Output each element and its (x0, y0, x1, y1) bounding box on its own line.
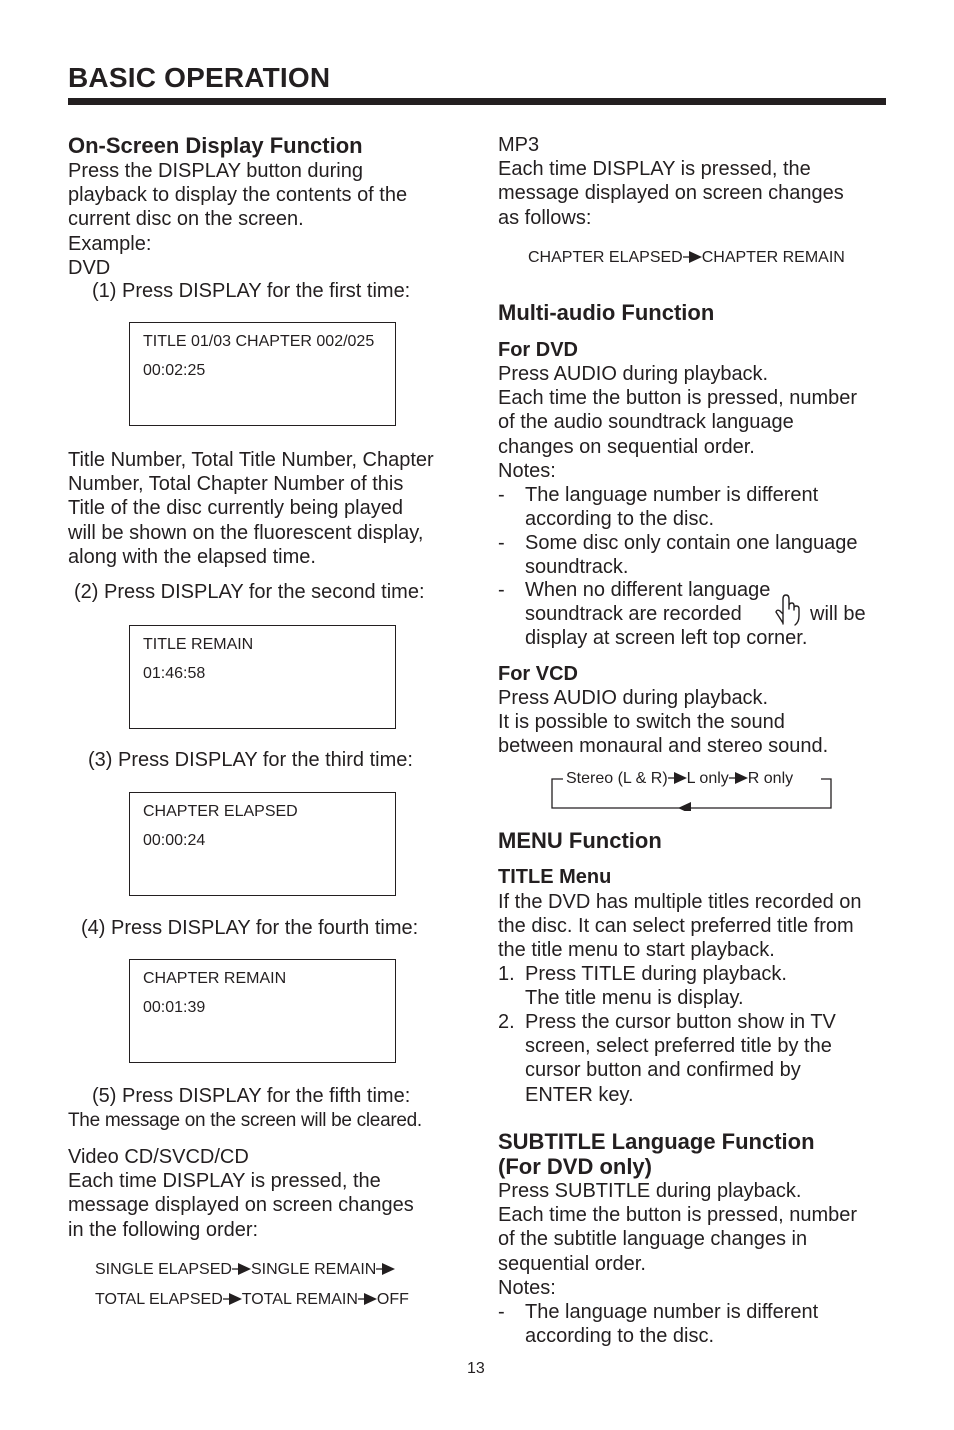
text-line: Press SUBTITLE during playback. (498, 1180, 802, 1202)
display-line: CHAPTER REMAIN (143, 970, 287, 987)
audio-vcd-heading: For VCD (498, 663, 578, 685)
text-line: Press the cursor button show in TV (525, 1011, 836, 1033)
display-line: 00:00:24 (143, 832, 206, 849)
step-number: 1. (498, 963, 515, 985)
display-line: 00:02:25 (143, 362, 206, 379)
step-item (525, 1010, 836, 1107)
text-line: Press the DISPLAY button during (68, 160, 363, 182)
text-line: Title Number, Total Title Number, Chapter (68, 449, 434, 471)
text-line: message displayed on screen changes (498, 182, 844, 205)
mp3-section (498, 133, 844, 230)
note-item (525, 531, 857, 579)
text-line: If the DVD has multiple titles recorded on (498, 891, 862, 913)
subtitle-heading (498, 1129, 815, 1179)
text-line: between monaural and stereo sound. (498, 735, 829, 758)
sequence-item: OFF (376, 1291, 409, 1308)
stereo-sequence (565, 769, 794, 789)
subtitle-notes (498, 1300, 888, 1350)
vcd-section (68, 1145, 414, 1242)
text-line: playback to display the contents of the (68, 184, 408, 207)
display-line: 01:46:58 (143, 665, 206, 682)
display-line: TITLE 01/03 CHAPTER 002/025 (143, 333, 375, 350)
sequence-item: SINGLE ELAPSED (95, 1261, 232, 1278)
note-item (525, 1300, 818, 1348)
text-line: soundtrack. (525, 556, 629, 579)
sequence-item: SINGLE REMAIN (250, 1261, 377, 1278)
text-line: the disc. It can select preferred title from (498, 915, 854, 938)
note-dash: - (498, 532, 505, 554)
header-rule (68, 98, 886, 105)
arrow-right-icon (668, 772, 687, 784)
sequence-item: CHAPTER ELAPSED (528, 249, 683, 266)
text-line: as follows: (498, 206, 592, 229)
text-line: in the following order: (68, 1218, 259, 1241)
text-line (525, 602, 866, 626)
display-box-3 (129, 792, 396, 896)
title-menu-heading: TITLE Menu (498, 866, 612, 888)
text-line: It is possible to switch the sound (498, 711, 785, 734)
text-line: Press TITLE during playback. (525, 963, 787, 985)
audio-dvd-heading: For DVD (498, 339, 578, 361)
step-5: (5) Press DISPLAY for the fifth time: (92, 1085, 411, 1107)
text-line: When no different language (525, 579, 771, 601)
text-line: Each time the button is pressed, number (498, 387, 858, 410)
text-line: The title menu is display. (525, 987, 744, 1010)
menu-steps (498, 962, 888, 1112)
step-4: (4) Press DISPLAY for the fourth time: (81, 917, 419, 939)
text-line: ENTER key. (525, 1083, 634, 1106)
text-line: sequential order. (498, 1252, 646, 1275)
note-dash: - (498, 1301, 505, 1323)
vcd-sequence-line-1 (95, 1260, 395, 1280)
osd-description (68, 448, 434, 569)
step-item (525, 962, 787, 1010)
osd-intro (68, 159, 407, 280)
text-line: The language number is different (525, 484, 819, 506)
text-line: message displayed on screen changes (68, 1194, 414, 1217)
text-line: screen, select preferred title by the (525, 1035, 832, 1058)
arrow-right-icon (376, 1263, 395, 1275)
step-3: (3) Press DISPLAY for the third time: (88, 749, 413, 771)
menu-text (498, 890, 862, 963)
display-line: 00:01:39 (143, 999, 206, 1016)
text-line: display at screen left top corner. (525, 627, 808, 650)
heading-line: SUBTITLE Language Function (498, 1129, 815, 1154)
hand-pointer-icon (773, 594, 801, 628)
mp3-sequence (528, 248, 845, 268)
text-line: cursor button and confirmed by (525, 1059, 801, 1082)
text-line: Each time DISPLAY is pressed, the (498, 158, 811, 181)
text-line: according to the disc. (525, 508, 714, 531)
sequence-item: L only (686, 770, 729, 787)
text-line: Number, Total Chapter Number of this (68, 473, 404, 496)
text-line: Each time the button is pressed, number (498, 1204, 858, 1227)
text-line: Press AUDIO during playback. (498, 687, 769, 709)
vcd-sequence-line-2 (95, 1290, 409, 1310)
text-fragment: soundtrack are recorded (525, 603, 742, 626)
text-line: The language number is different (525, 1301, 819, 1323)
audio-heading: Multi-audio Function (498, 300, 715, 325)
text-line: will be shown on the fluorescent display, (68, 521, 424, 544)
heading-line: (For DVD only) (498, 1154, 652, 1179)
step-number: 2. (498, 1011, 515, 1033)
arrow-right-icon (729, 772, 748, 784)
text-line: Some disc only contain one language (525, 532, 858, 554)
page-title: BASIC OPERATION (68, 62, 331, 93)
sequence-item: Stereo (L & R) (566, 770, 668, 787)
text-line: of the audio soundtrack language (498, 411, 794, 434)
cleared-note: The message on the screen will be cleared. (68, 1110, 422, 1131)
display-box-2 (129, 625, 396, 729)
menu-heading: MENU Function (498, 828, 662, 853)
sequence-item: TOTAL ELAPSED (95, 1291, 223, 1308)
note-dash: - (498, 579, 505, 601)
text-line: Each time DISPLAY is pressed, the (68, 1170, 381, 1193)
text-line: Notes: (498, 1276, 556, 1299)
step-1: (1) Press DISPLAY for the first time: (92, 280, 411, 302)
text-line: Example: (68, 232, 152, 255)
audio-vcd-text (498, 686, 828, 759)
text-fragment: will be (810, 603, 866, 626)
text-line: the title menu to start playback. (498, 939, 775, 962)
audio-dvd-text (498, 362, 857, 483)
note-item (525, 483, 818, 531)
text-line: changes on sequential order. (498, 435, 755, 458)
sequence-item: TOTAL REMAIN (241, 1291, 358, 1308)
subtitle-text (498, 1179, 857, 1300)
stereo-cycle-diagram (551, 767, 833, 811)
mp3-heading: MP3 (498, 134, 540, 156)
arrow-right-icon (223, 1293, 242, 1305)
step-2: (2) Press DISPLAY for the second time: (74, 581, 425, 603)
display-line: TITLE REMAIN (143, 636, 254, 653)
text-line: Press AUDIO during playback. (498, 363, 769, 385)
text-line: Title of the disc currently being played (68, 497, 403, 520)
display-box-1 (129, 322, 396, 426)
arrow-right-icon (232, 1263, 251, 1275)
display-line: CHAPTER ELAPSED (143, 803, 298, 820)
audio-notes (498, 483, 888, 653)
text-line: along with the elapsed time. (68, 545, 316, 568)
note-item (525, 578, 866, 651)
text-line: DVD (68, 256, 111, 279)
sequence-item: R only (747, 770, 794, 787)
osd-heading: On-Screen Display Function (68, 133, 363, 158)
page-number: 13 (467, 1360, 485, 1377)
text-line: Notes: (498, 459, 556, 482)
arrow-right-icon (358, 1293, 377, 1305)
vcd-heading: Video CD/SVCD/CD (68, 1146, 249, 1168)
text-line: of the subtitle language changes in (498, 1228, 808, 1251)
display-box-4 (129, 959, 396, 1063)
note-dash: - (498, 484, 505, 506)
arrow-right-icon (683, 251, 702, 263)
text-line: current disc on the screen. (68, 208, 304, 231)
sequence-item: CHAPTER REMAIN (701, 249, 845, 266)
text-line: according to the disc. (525, 1325, 714, 1348)
